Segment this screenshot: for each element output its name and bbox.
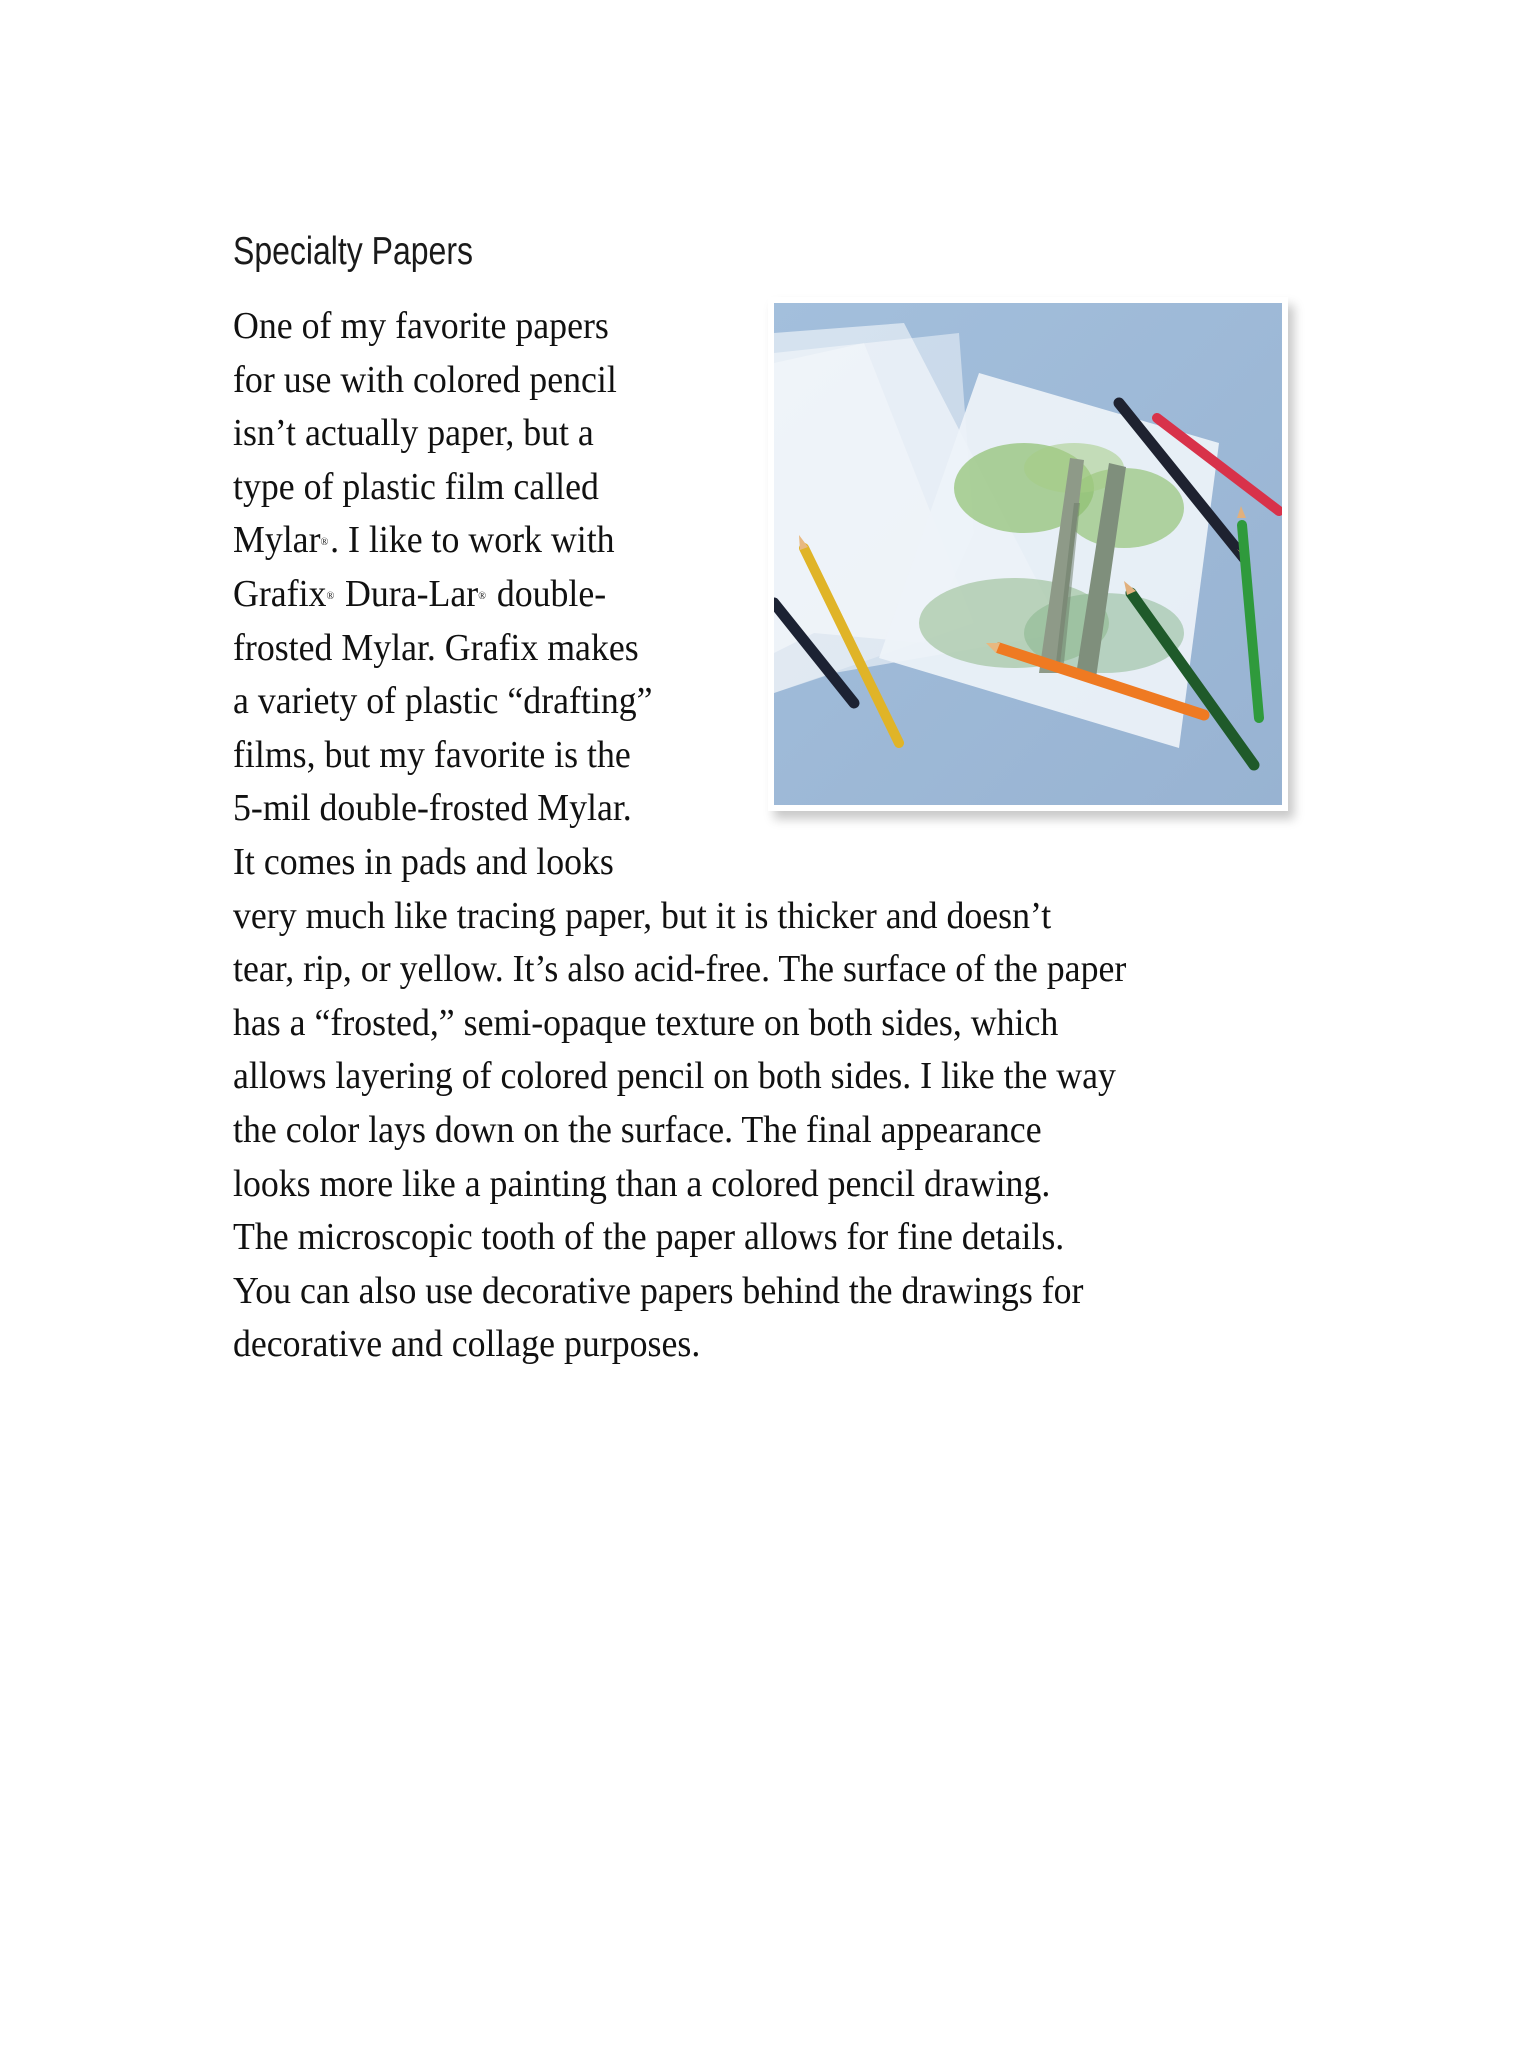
text-line: has a “frosted,” semi-opaque texture on both sides, which — [233, 1001, 1059, 1044]
text-line: films, but my favorite is the — [233, 733, 631, 776]
registered-mark: ® — [326, 589, 335, 602]
section-heading: Specialty Papers — [233, 230, 473, 273]
text-line: the color lays down on the surface. The final appearance — [233, 1108, 1042, 1151]
text-line: very much like tracing paper, but it is thicker and doesn’t — [233, 894, 1052, 937]
text-line: looks more like a painting than a colored pencil drawing. — [233, 1162, 1051, 1205]
photo-frame — [768, 297, 1288, 811]
text-line: allows layering of colored pencil on both sides. I like the way — [233, 1055, 1116, 1098]
text-line: tear, rip, or yellow. It’s also acid-free. The surface of the paper — [233, 948, 1127, 991]
text-line: 5-mil double-frosted Mylar. — [233, 787, 632, 830]
text-line: The microscopic tooth of the paper allows for fine details. — [233, 1216, 1065, 1259]
text-line: You can also use decorative papers behind the drawings for — [233, 1269, 1084, 1312]
text-line: One of my favorite papers — [233, 305, 609, 347]
registered-mark: ® — [320, 536, 329, 549]
photo-illustration — [774, 303, 1282, 805]
text-fragment: . I like to work with — [330, 519, 615, 562]
text-line: decorative and collage purposes. — [233, 1323, 701, 1366]
text-line: It comes in pads and looks — [233, 840, 614, 883]
text-line: for use with colored pencil — [233, 358, 617, 401]
text-line: type of plastic film called — [233, 465, 599, 508]
registered-mark: ® — [478, 589, 487, 602]
word-dura-lar: Dura-Lar — [336, 572, 479, 615]
text-fragment: double- — [487, 572, 607, 615]
word-mylar: Mylar — [233, 519, 321, 562]
text-line: a variety of plastic “drafting” — [233, 680, 653, 723]
word-grafix: Grafix — [233, 572, 327, 615]
mylar-photo — [774, 303, 1282, 805]
text-line: isn’t actually paper, but a — [233, 412, 594, 455]
text-line: frosted Mylar. Grafix makes — [233, 626, 639, 669]
